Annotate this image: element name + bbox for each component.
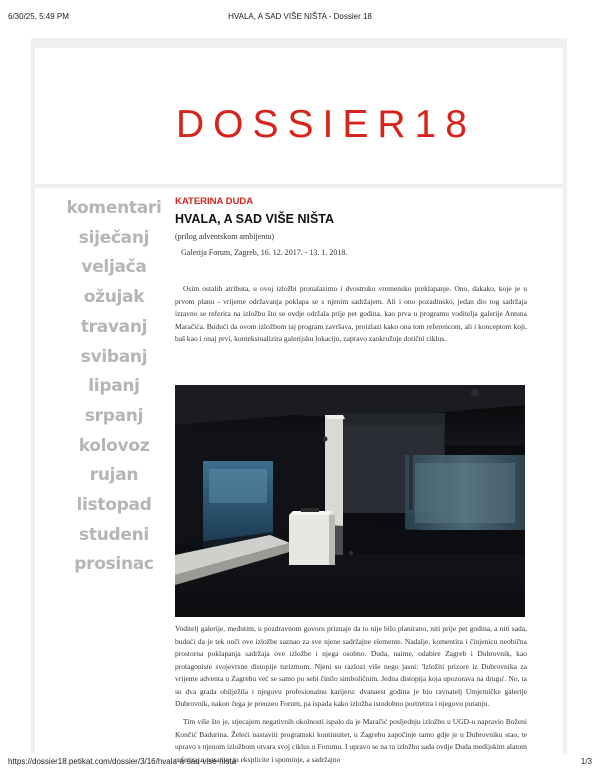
article-author: KATERINA DUDA [175,196,254,207]
sidebar-item-sijecanj[interactable]: siječanj [78,227,150,248]
sidebar-item-kolovoz[interactable]: kolovoz [78,435,150,456]
article-paragraph: Voditelj galerije, međutim, u pozdravnom govoru priznaje da to nije bilo planirano, niti prije pet godina, a niti sada, budući da je tek uoči ove izložbe saznao za sve njene sadržajne elemente. Nadalje, komentira i činjenicu neobična prostorna poklapanja sadržaja ove izložbe i njega osobno. Duda, naime, odabire Zagreb i Dubrovnik, kao protagoniste svojevrsne distopije turizmom. Njeni su razlozi više nego jasni: 'Izložiti prizore iz Dubrovnika za vrijeme adventa u Zagrebu već se samo po sebi činilo simboličnim. Jedna distopija koja upozorava na drugu'. No, ta su dva grada obilježila i njegovu profesionalnu karijeru: dvanaest godina je bio ravnatelj Umjetničke galerije Dubrovnik, nakon čega je preuzeo Forum, pa ispada kako izložba istodobno portretira i njegovu putanju. [175,624,527,708]
sidebar-item-srpanj[interactable]: srpanj [84,405,144,426]
sidebar-item-komentari[interactable]: komentari [66,198,162,218]
print-url[interactable]: https://dossier18.petikat.com/dossier/3/16/hvala-a-sad-vise-nista [8,757,237,766]
sidebar-item-listopad[interactable]: listopad [76,495,152,516]
sidebar-item-veljaca[interactable]: veljača [81,257,147,278]
article-subtitle: (prilog adventskom ambijentu) [175,232,275,241]
print-page-number: 1/3 [580,757,592,766]
article-paragraph: Osim ostalih atributa, u ovoj izložbi pronalazimo i dvostruko vremensko preklapanje. Ono, dakako, koje je u prvom planu - vrijeme održavanja poklapa se s njenim sadržajem. Ali i ono pozadinsko, jedan dio tog sadržaja izravno se referira na izložbu što se ovdje održala prije pet godina, kao prva u programu voditelja galerije Antuna Maračića. Budući da ovom izložbom taj program završava, proizlazi kako ona tom referencom, ali i konceptom koji, baš kao i onaj prvi, kontekstualizira galerijsku lokaciju, zapravo zaokružuje dotični ciklus. [175,284,527,343]
sidebar-item-rujan[interactable]: rujan [89,465,139,486]
exhibition-photo [175,385,525,617]
sidebar-item-svibanj[interactable]: svibanj [80,346,148,367]
exhibition-venue: Galerija Forum, Zagreb, 16. 12. 2017. - 13. 1. 2018. [181,248,348,257]
month-navigation [59,194,169,580]
sidebar-item-studeni[interactable]: studeni [79,524,149,545]
sidebar-item-lipanj[interactable]: lipanj [88,376,140,397]
sidebar-item-travanj[interactable]: travanj [80,316,148,337]
article-title: HVALA, A SAD VIŠE NIŠTA [175,212,335,226]
article-paragraph: Tim više što je, stjecajem negativnih okolnosti ispalo da je Maračić posljednju izložbu u UGD-u napravio Boženi Končić Badurina. Želeći nastaviti programski kontinuitet, u Zagrebu započinje tamo gdje je u Dubrovniku stao, te upravo s njenom izložbom otvara svoj ciklus u Forumu. I upravo se na tu izložbu sada ovdje Duda medijskim alatom referira, u narativu ju eksplicite i spominje, a sadržajno [175,717,527,764]
print-page-title: HVALA, A SAD VIŠE NIŠTA - Dossier 18 [228,12,372,21]
sidebar-item-ozujak[interactable]: ožujak [83,287,145,308]
print-datetime: 6/30/25, 5:49 PM [8,12,69,21]
site-header [35,48,563,184]
site-logo[interactable]: DOSSIER18 [176,103,476,146]
sidebar-item-prosinac[interactable]: prosinac [74,554,154,575]
